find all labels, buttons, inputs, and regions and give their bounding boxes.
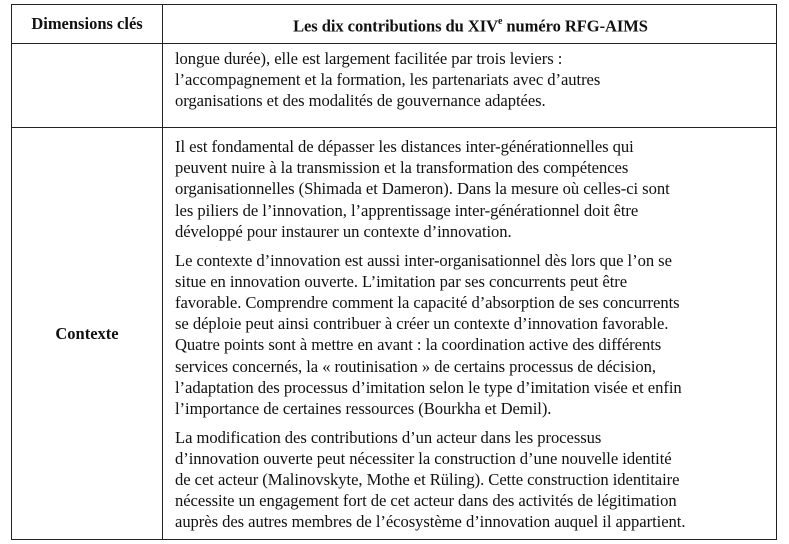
header-dimensions-cell bbox=[12, 5, 163, 43]
text-line: Quatre points sont à mettre en avant : la coordination active des différents bbox=[175, 335, 662, 355]
continuation-dimension-cell bbox=[12, 44, 163, 127]
header-contributions-suffix: numéro RFG-AIMS bbox=[502, 16, 648, 36]
contexte-paragraph-3 bbox=[175, 427, 766, 533]
continuation-contribution-cell bbox=[163, 44, 776, 127]
contexte-paragraph-2 bbox=[175, 250, 766, 420]
text-line: situe en innovation ouverte. L’imitation par ses concurrents peut être bbox=[175, 271, 628, 291]
table-header-row bbox=[12, 5, 776, 43]
header-contributions-prefix: Les dix contributions du XIV bbox=[293, 16, 498, 36]
table-row-continuation bbox=[12, 43, 776, 127]
header-contributions-superscript: e bbox=[497, 15, 503, 27]
text-line: l’importance de certaines ressources (Bourkha et Demil). bbox=[175, 398, 552, 418]
text-line: les piliers de l’innovation, l’apprentissage inter-générationnel doit être bbox=[175, 200, 639, 220]
table-row-contexte bbox=[12, 127, 776, 539]
text-line: se déploie peut ainsi contribuer à créer un contexte d’innovation favorable. bbox=[175, 314, 669, 334]
text-line: l’adaptation des processus d’imitation selon le type d’imitation visée et enfin bbox=[175, 377, 682, 397]
header-contributions-cell bbox=[163, 5, 776, 43]
text-line: nécessite un engagement fort de cet acteur dans des activités de légitimation bbox=[175, 491, 677, 511]
header-contributions-label bbox=[293, 12, 648, 37]
text-line: organisations et des modalités de gouvernance adaptées. bbox=[175, 91, 546, 111]
text-line: Le contexte d’innovation est aussi inter-organisationnel dès lors que l’on se bbox=[175, 250, 672, 270]
text-line: Il est fondamental de dépasser les distances inter-générationnelles qui bbox=[175, 137, 634, 156]
text-line: développé pour instaurer un contexte d’innovation. bbox=[175, 221, 512, 241]
text-line: services concernés, la « routinisation » de certains processus de décision, bbox=[175, 356, 657, 376]
text-line: d’innovation ouverte peut nécessiter la construction d’une nouvelle identité bbox=[175, 448, 672, 468]
text-line: de cet acteur (Malinovskyte, Mothe et Rüling). Cette construction identitaire bbox=[175, 470, 680, 490]
contexte-contribution-cell bbox=[163, 128, 776, 539]
text-line: favorable. Comprendre comment la capacité d’absorption de ses concurrents bbox=[175, 292, 680, 312]
text-line: l’accompagnement et la formation, les partenariats avec d’autres bbox=[175, 70, 601, 90]
contexte-dimension-cell bbox=[12, 128, 163, 539]
text-line: auprès des autres membres de l’écosystème d’innovation auquel il appartient. bbox=[175, 512, 686, 532]
text-line: longue durée), elle est largement facilitée par trois leviers : bbox=[175, 49, 563, 68]
header-dimensions-label: Dimensions clés bbox=[31, 14, 143, 33]
contexte-paragraph-1 bbox=[175, 136, 766, 242]
text-line: La modification des contributions d’un acteur dans les processus bbox=[175, 427, 602, 447]
continuation-paragraph bbox=[175, 48, 766, 112]
text-line: organisationnelles (Shimada et Dameron). Dans la mesure où celles-ci sont bbox=[175, 179, 670, 199]
contributions-table bbox=[11, 4, 777, 540]
text-line: peuvent nuire à la transmission et la transformation des compétences bbox=[175, 158, 629, 178]
contexte-dimension-label: Contexte bbox=[55, 323, 119, 343]
